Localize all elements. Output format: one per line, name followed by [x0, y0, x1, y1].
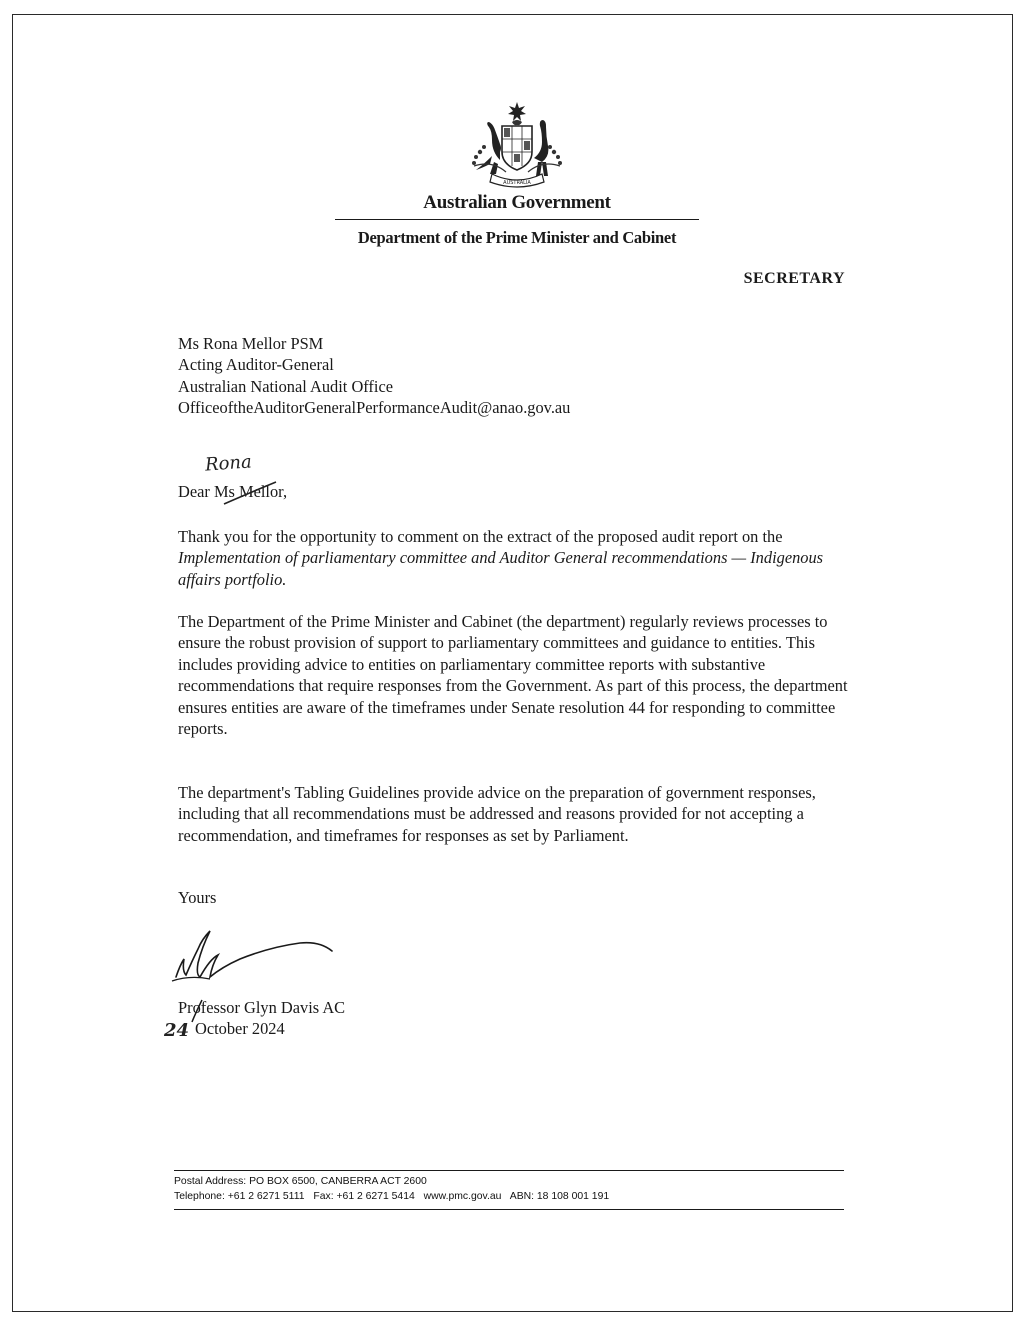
department-name: Department of the Prime Minister and Cabinet	[357, 228, 677, 247]
body-paragraph-2: The Department of the Prime Minister and Cabinet (the department) regularly reviews processes to ensure the robust provision of support to parliamentary committees and guidance to entities. This includes providing advice to entities on parliamentary committee reports with substantive recommendations that require responses from the Government. As part of this process, the department ensures entities are aware of the timeframes under Senate resolution 44 for responding to committee reports.	[178, 612, 848, 739]
recipient-email[interactable]: OfficeoftheAuditorGeneralPerformanceAudit@anao.gov.au	[178, 398, 571, 418]
handwritten-note: Rona	[204, 451, 253, 476]
footer-contact-line	[174, 1191, 609, 1202]
footer-abn: ABN: 18 108 001 191	[509, 1191, 610, 1202]
signature-mark	[170, 925, 345, 1005]
crest-scroll-label: AUSTRALIA	[503, 180, 531, 186]
handwritten-day: 24	[164, 1020, 190, 1041]
body-paragraph-1-text: Thank you for the opportunity to comment on the extract of the proposed audit report on the	[178, 527, 783, 546]
audit-report-title: Implementation of parliamentary committee and Auditor General recommendations — Indigenous affairs portfolio.	[178, 548, 824, 589]
footer-rule-bottom	[174, 1209, 844, 1210]
letterhead-rule	[335, 219, 699, 220]
footer-postal-address: Postal Address: PO BOX 6500, CANBERRA ACT 2600	[174, 1176, 427, 1187]
footer-website-link[interactable]: www.pmc.gov.au	[423, 1191, 502, 1202]
office-title: SECRETARY	[743, 270, 845, 287]
letter-date: October 2024	[195, 1019, 285, 1038]
recipient-organisation: Australian National Audit Office	[178, 376, 393, 396]
footer-telephone: Telephone: +61 2 6271 5111	[174, 1191, 305, 1202]
body-paragraph-1	[178, 526, 848, 590]
handwritten-strike-mark	[222, 478, 278, 506]
salutation: Dear Ms Mellor,	[178, 482, 288, 501]
footer-rule-top	[174, 1170, 844, 1171]
organisation-name: Australian Government	[423, 192, 611, 213]
signatory-name: Professor Glyn Davis AC	[178, 998, 346, 1017]
recipient-title: Acting Auditor-General	[178, 355, 334, 375]
body-paragraph-3: The department's Tabling Guidelines provide advice on the preparation of government responses, including that all recommendations must be addressed and reasons provided for not accepting a recommendation, and timeframes for responses as set by Parliament.	[178, 783, 816, 845]
footer-fax: Fax: +61 2 6271 5414	[313, 1191, 415, 1202]
recipient-address	[178, 333, 570, 419]
recipient-name: Ms Rona Mellor PSM	[178, 334, 324, 353]
coat-of-arms-icon	[462, 100, 572, 192]
valediction: Yours	[178, 888, 217, 907]
